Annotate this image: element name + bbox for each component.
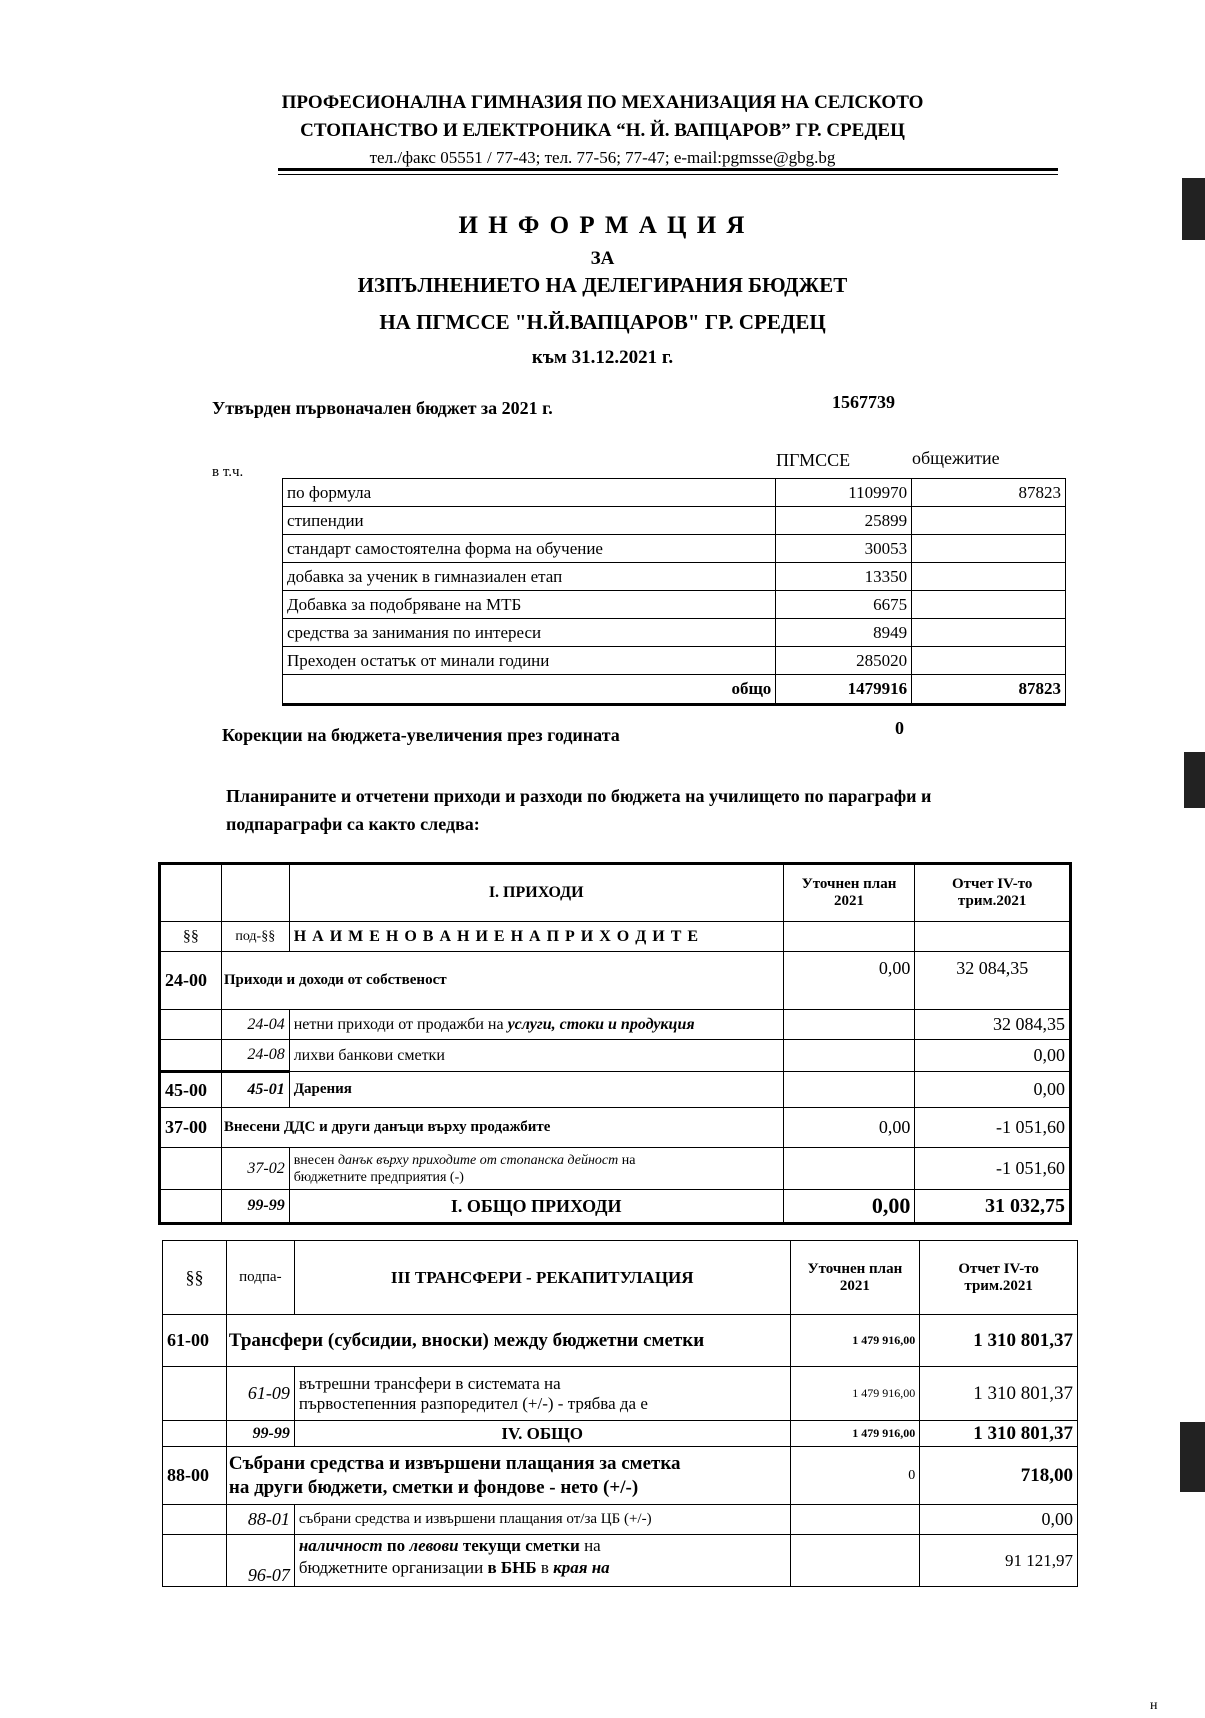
table-row <box>160 864 1071 922</box>
budget-table <box>282 478 1066 706</box>
subsection-code: 24-08 <box>221 1040 289 1072</box>
section-code: 37-00 <box>160 1108 222 1148</box>
revenue-name-header: Н А И М Е Н О В А Н И Е Н А П Р И Х О Д И Т Е <box>289 922 783 952</box>
table-row <box>163 1535 1078 1587</box>
revenue-row-report: -1 051,60 <box>915 1108 1071 1148</box>
budget-total-v1: 1479916 <box>776 675 912 705</box>
table-row <box>163 1421 1078 1447</box>
table-row <box>283 535 1066 563</box>
doc-title-line2: ИЗПЪЛНЕНИЕТО НА ДЕЛЕГИРАНИЯ БЮДЖЕТ <box>357 273 848 297</box>
revenue-row-name: лихви банкови сметки <box>289 1040 783 1072</box>
budget-col-dormitory: общежитие <box>912 448 1000 468</box>
section-code: 45-00 <box>160 1072 222 1108</box>
table-row <box>160 952 1071 1010</box>
table-row <box>160 1010 1071 1040</box>
revenue-col-report: Отчет IV-то трим.2021 <box>915 864 1071 922</box>
table-row <box>163 1505 1078 1535</box>
budget-row-label: стипендии <box>283 507 776 535</box>
budget-value: 1567739 <box>832 392 895 412</box>
transfers-row-name: Събрани средства и извършени плащания за сметка на други бюджети, сметки и фондове - нето (+/-) <box>226 1447 790 1505</box>
section-code: 61-00 <box>163 1315 227 1367</box>
transfers-row-name: Трансфери (субсидии, вноски) между бюджетни сметки <box>226 1315 790 1367</box>
section-code: 24-00 <box>160 952 222 1010</box>
corrections-label: Корекции на бюджета-увеличения през годината <box>222 725 620 745</box>
budget-vtch: в т.ч. <box>212 464 244 480</box>
transfers-row-plan: 1 479 916,00 <box>790 1367 920 1421</box>
intro-line1: Планираните и отчетени приходи и разходи по бюджета на училището по параграфи и <box>226 786 932 806</box>
table-row <box>163 1447 1078 1505</box>
table-row <box>163 1241 1078 1315</box>
budget-row-label: Преходен остатък от минали години <box>283 647 776 675</box>
budget-row-label: по формула <box>283 479 776 507</box>
doc-title-za: ЗА <box>590 248 615 269</box>
budget-row-label: средства за занимания по интереси <box>283 619 776 647</box>
letterhead-rule-thin <box>278 174 1058 175</box>
transfers-row-report: 0,00 <box>920 1505 1078 1535</box>
corrections-value: 0 <box>895 718 904 738</box>
intro-line2: подпараграфи са както следва: <box>226 814 480 834</box>
table-row <box>283 479 1066 507</box>
budget-row-label: стандарт самостоятелна форма на обучение <box>283 535 776 563</box>
school-contacts: тел./факс 05551 / 77-43; тел. 77-56; 77-47; e-mail:pgmsse@gbg.bg <box>369 148 836 167</box>
revenue-row-name: Приходи и доходи от собственост <box>221 952 783 1010</box>
school-name-line2: СТОПАНСТВО И ЕЛЕКТРОНИКА “Н. Й. ВАПЦАРОВ” ГР. СРЕДЕЦ <box>300 120 905 141</box>
transfers-col-report: Отчет IV-то трим.2021 <box>920 1241 1078 1315</box>
subsection-code: 37-02 <box>221 1148 289 1190</box>
section-code: 88-00 <box>163 1447 227 1505</box>
budget-row-v2: 87823 <box>912 479 1066 507</box>
table-row <box>160 1040 1071 1072</box>
table-row <box>283 647 1066 675</box>
section-code-header: §§ <box>160 922 222 952</box>
revenue-row-name: Дарения <box>289 1072 783 1108</box>
revenue-total-plan: 0,00 <box>783 1190 915 1224</box>
transfers-row-name: вътрешни трансфери в системата на първостепенния разпоредител (+/-) - трябва да е <box>294 1367 790 1421</box>
table-row <box>283 563 1066 591</box>
revenue-total-name: I. ОБЩО ПРИХОДИ <box>289 1190 783 1224</box>
revenue-row-report: 0,00 <box>915 1072 1071 1108</box>
budget-label: Утвърден първоначален бюджет за 2021 г. <box>212 398 553 418</box>
budget-row-v1: 1109970 <box>776 479 912 507</box>
transfers-row-plan: 1 479 916,00 <box>790 1315 920 1367</box>
transfers-total-report: 1 310 801,37 <box>920 1421 1078 1447</box>
budget-row-v1: 30053 <box>776 535 912 563</box>
revenue-row-name: нетни приходи от продажби на услуги, стоки и продукция <box>289 1010 783 1040</box>
revenue-row-report: -1 051,60 <box>915 1148 1071 1190</box>
budget-row-v2 <box>912 507 1066 535</box>
budget-row-v2 <box>912 647 1066 675</box>
transfers-row-report: 91 121,97 <box>920 1535 1078 1587</box>
page-mark: н <box>1150 1698 1158 1713</box>
revenue-row-report: 32 084,35 <box>915 952 1071 1010</box>
transfers-row-name: събрани средства и извършени плащания от/за ЦБ (+/-) <box>294 1505 790 1535</box>
transfers-total-name: IV. ОБЩО <box>294 1421 790 1447</box>
transfers-row-name: наличност по левови текущи сметки на бюджетните организации в БНБ в края на <box>294 1535 790 1587</box>
budget-row-v1: 25899 <box>776 507 912 535</box>
revenue-row-report: 32 084,35 <box>915 1010 1071 1040</box>
subsection-code: 24-04 <box>221 1010 289 1040</box>
subsection-code: 96-07 <box>226 1535 294 1587</box>
scan-mark <box>1180 1422 1205 1492</box>
transfers-heading: III ТРАНСФЕРИ - РЕКАПИТУЛАЦИЯ <box>294 1241 790 1315</box>
letterhead-rule <box>278 168 1058 171</box>
transfers-table <box>162 1240 1078 1587</box>
table-row <box>283 507 1066 535</box>
budget-row-label: добавка за ученик в гимназиален етап <box>283 563 776 591</box>
transfers-row-report: 1 310 801,37 <box>920 1367 1078 1421</box>
subsection-code: 99-99 <box>226 1421 294 1447</box>
subsection-code: 61-09 <box>226 1367 294 1421</box>
budget-row-v1: 6675 <box>776 591 912 619</box>
subsection-code-header: под-§§ <box>221 922 289 952</box>
revenue-heading: I. ПРИХОДИ <box>289 864 783 922</box>
table-row <box>160 1108 1071 1148</box>
budget-row-v2 <box>912 619 1066 647</box>
revenue-row-plan: 0,00 <box>783 952 915 1010</box>
table-row <box>163 1315 1078 1367</box>
transfers-row-report: 718,00 <box>920 1447 1078 1505</box>
revenue-total-report: 31 032,75 <box>915 1190 1071 1224</box>
table-row <box>163 1367 1078 1421</box>
revenue-row-report: 0,00 <box>915 1040 1071 1072</box>
table-row <box>160 1148 1071 1190</box>
budget-row-v1: 285020 <box>776 647 912 675</box>
transfers-row-report: 1 310 801,37 <box>920 1315 1078 1367</box>
doc-date: към 31.12.2021 г. <box>531 347 674 368</box>
transfers-row-plan: 0 <box>790 1447 920 1505</box>
subsection-code: 45-01 <box>221 1072 289 1108</box>
budget-row-v2 <box>912 591 1066 619</box>
section-code-header: §§ <box>163 1241 227 1315</box>
doc-title: И Н Ф О Р М А Ц И Я <box>458 212 747 239</box>
scan-mark <box>1184 752 1205 808</box>
budget-row-v1: 13350 <box>776 563 912 591</box>
budget-row-v2 <box>912 563 1066 591</box>
subsection-code: 99-99 <box>221 1190 289 1224</box>
budget-row-v1: 8949 <box>776 619 912 647</box>
table-row <box>160 922 1071 952</box>
transfers-total-plan: 1 479 916,00 <box>790 1421 920 1447</box>
transfers-col-plan: Уточнен план 2021 <box>790 1241 920 1315</box>
table-row <box>283 619 1066 647</box>
budget-total-row <box>283 675 1066 705</box>
subsection-code: 88-01 <box>226 1505 294 1535</box>
budget-row-v2 <box>912 535 1066 563</box>
revenue-table <box>158 862 1072 1225</box>
school-name-line1: ПРОФЕСИОНАЛНА ГИМНАЗИЯ ПО МЕХАНИЗАЦИЯ НА СЕЛСКОТО <box>281 92 924 113</box>
revenue-row-name: Внесени ДДС и други данъци върху продажбите <box>221 1108 783 1148</box>
budget-col-pgmsse: ПГМССЕ <box>776 450 851 470</box>
table-row <box>160 1072 1071 1108</box>
revenue-col-plan: Уточнен план 2021 <box>783 864 915 922</box>
budget-total-label: общо <box>283 675 776 705</box>
revenue-row-plan: 0,00 <box>783 1108 915 1148</box>
budget-total-v2: 87823 <box>912 675 1066 705</box>
table-row <box>283 591 1066 619</box>
subsection-code-header: подпа- <box>226 1241 294 1315</box>
budget-row-label: Добавка за подобряване на МТБ <box>283 591 776 619</box>
revenue-row-name: внесен данък върху приходите от стопанска дейност на бюджетните предприятия (-) <box>289 1148 783 1190</box>
revenue-total-row <box>160 1190 1071 1224</box>
doc-title-line3: НА ПГМССЕ "Н.Й.ВАПЦАРОВ" ГР. СРЕДЕЦ <box>379 310 826 334</box>
